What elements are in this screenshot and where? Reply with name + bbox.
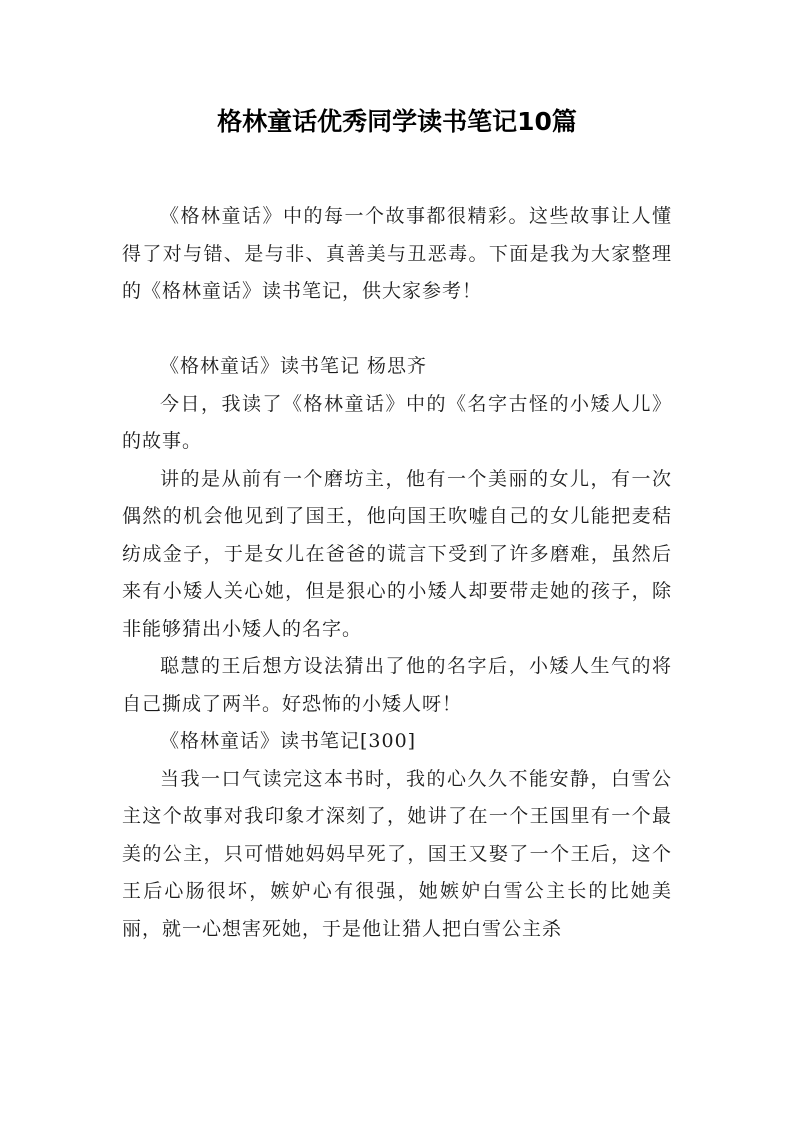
document-title: 格林童话优秀同学读书笔记10篇 <box>217 107 577 136</box>
intro-paragraph: 《格林童话》中的每一个故事都很精彩。这些故事让人懂得了对与错、是与非、真善美与丑恶毒。下面是我为大家整理的《格林童话》读书笔记，供大家参考！ <box>122 205 672 302</box>
note1-heading: 《格林童话》读书笔记 杨思齐 <box>160 355 428 377</box>
note2-heading: 《格林童话》读书笔记[300] <box>160 730 417 752</box>
document-body <box>122 198 672 948</box>
note1-paragraph-1: 今日，我读了《格林童话》中的《名字古怪的小矮人儿》的故事。 <box>122 392 672 452</box>
note2-paragraph-1: 当我一口气读完这本书时，我的心久久不能安静，白雪公主这个故事对我印象才深刻了，她讲了在一个王国里有一个最美的公主，只可惜她妈妈早死了，国王又娶了一个王后，这个王后心肠很坏，嫉妒心有很强，她嫉妒白雪公主长的比她美丽，就一心想害死她，于是他让猎人把白雪公主杀 <box>122 767 672 940</box>
paragraph-gap <box>122 311 672 349</box>
note1-paragraph-3: 聪慧的王后想方设法猜出了他的名字后，小矮人生气的将自己撕成了两半。好恐怖的小矮人呀！ <box>122 655 672 715</box>
note1-paragraph-2: 讲的是从前有一个磨坊主，他有一个美丽的女儿，有一次偶然的机会他见到了国王，他向国王吹嘘自己的女儿能把麦秸纺成金子，于是女儿在爸爸的谎言下受到了许多磨难，虽然后来有小矮人关心她，但是狠心的小矮人却要带走她的孩子，除非能够猜出小矮人的名字。 <box>122 467 672 640</box>
